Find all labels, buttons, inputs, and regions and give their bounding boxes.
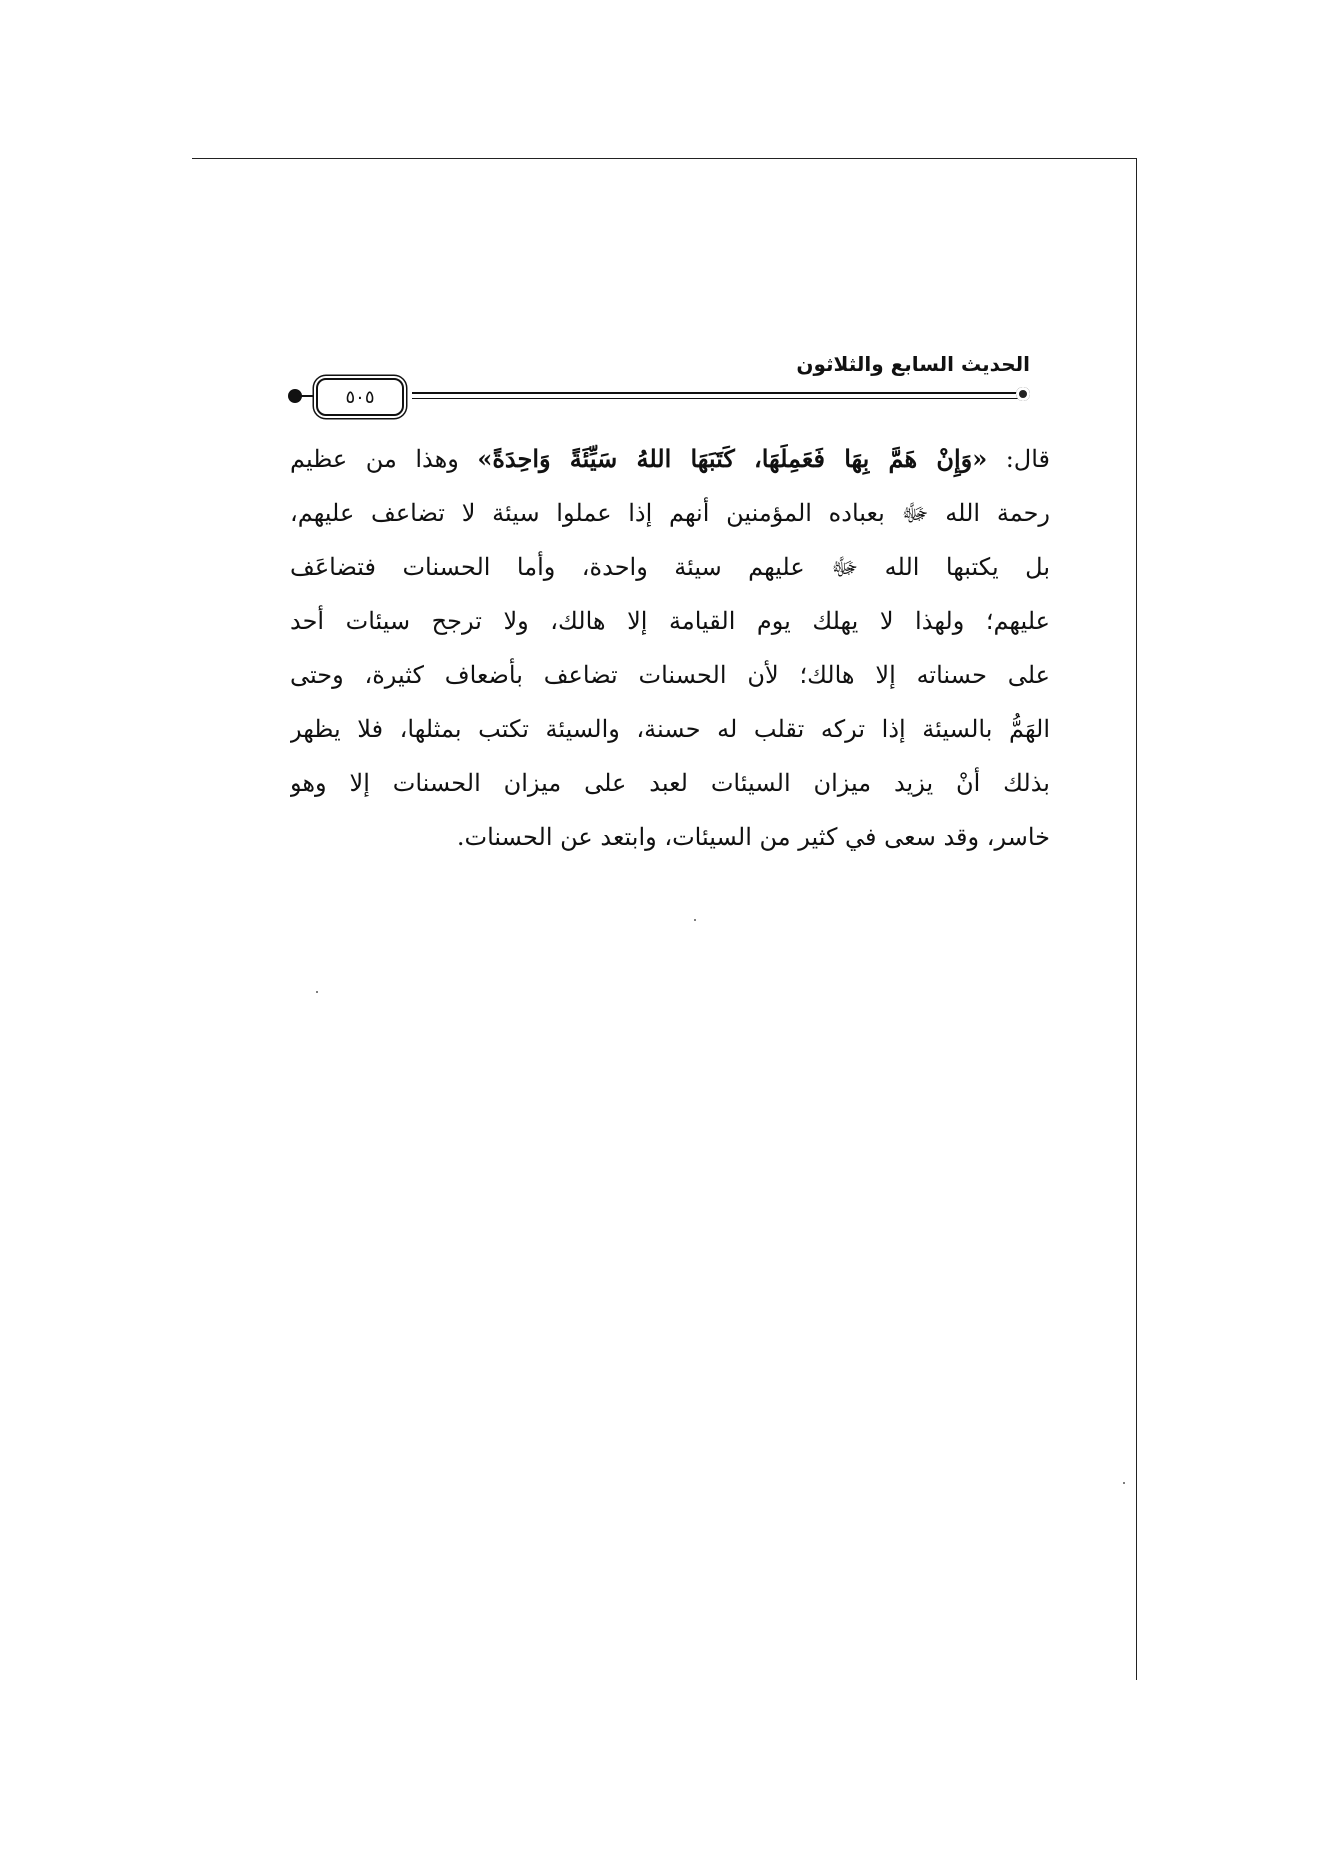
line-1-prefix: قال:: [987, 445, 1050, 473]
scan-speck: [1123, 1482, 1125, 1484]
scan-frame-right-line: [1136, 158, 1137, 1680]
body-text: [290, 432, 1050, 864]
text-line-7: بذلك أنْ يزيد ميزان السيئات لعبد على ميزان الحسنات إلا وهو: [290, 769, 1050, 797]
header-ornament-icon: [1016, 387, 1030, 401]
text-line-6: الهَمُّ بالسيئة إذا تركه تقلب له حسنة، والسيئة تكتب بمثلها، فلا يظهر: [290, 715, 1050, 743]
text-line-2: رحمة الله ﷻ بعباده المؤمنين أنهم إذا عملوا سيئة لا تضاعف عليهم،: [290, 499, 1050, 527]
chapter-title: الحديث السابع والثلاثون: [796, 352, 1030, 376]
hadith-quote: «وَإِنْ هَمَّ بِهَا فَعَمِلَهَا، كَتَبَهَا اللهُ سَيِّئَةً وَاحِدَةً»: [477, 444, 988, 473]
scan-speck: [316, 991, 318, 993]
page-header: [280, 352, 1030, 424]
line-1-suffix: وهذا من عظيم: [290, 445, 478, 473]
header-rule-thick: [412, 392, 1018, 394]
scan-frame-top-line: [192, 158, 1137, 159]
page-number: [316, 378, 404, 416]
page-number-text: ٥٠٥: [345, 386, 375, 408]
text-line-8: خاسر، وقد سعى في كثير من السيئات، وابتعد عن الحسنات.: [456, 823, 1050, 851]
text-line-3: بل يكتبها الله ﷻ عليهم سيئة واحدة، وأما الحسنات فتضاعَف: [290, 553, 1050, 581]
scan-speck: [694, 919, 696, 921]
text-line-1: [290, 432, 1050, 486]
text-line-5: على حسناته إلا هالك؛ لأن الحسنات تضاعف بأضعاف كثيرة، وحتى: [290, 661, 1050, 689]
header-rule-thin: [412, 398, 1018, 399]
text-line-4: عليهم؛ ولهذا لا يهلك يوم القيامة إلا هالك، ولا ترجح سيئات أحد: [290, 607, 1050, 635]
header-dot-stem: [300, 395, 314, 397]
